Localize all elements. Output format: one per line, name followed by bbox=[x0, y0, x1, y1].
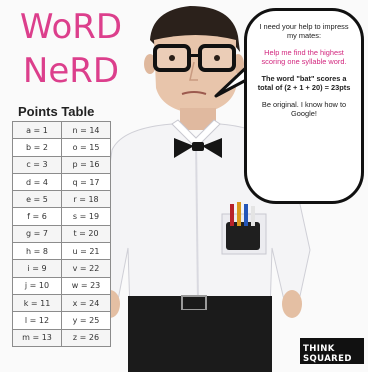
think-squared-logo bbox=[300, 338, 364, 364]
points-row bbox=[13, 139, 111, 156]
points-cell: c = 3 bbox=[13, 156, 62, 173]
points-cell: r = 18 bbox=[62, 191, 111, 208]
points-cell: l = 12 bbox=[13, 312, 62, 329]
pen-3 bbox=[244, 204, 248, 226]
points-row bbox=[13, 277, 111, 294]
points-cell: y = 25 bbox=[62, 312, 111, 329]
points-cell: f = 6 bbox=[13, 208, 62, 225]
points-cell: q = 17 bbox=[62, 173, 111, 190]
points-row bbox=[13, 156, 111, 173]
points-cell: g = 7 bbox=[13, 225, 62, 242]
points-cell: k = 11 bbox=[13, 294, 62, 311]
points-cell: w = 23 bbox=[62, 277, 111, 294]
logo-text: THINK SQUARED bbox=[303, 344, 352, 364]
points-cell: p = 16 bbox=[62, 156, 111, 173]
title-word: WoRD bbox=[19, 7, 123, 47]
points-cell: e = 5 bbox=[13, 191, 62, 208]
pants bbox=[128, 310, 272, 372]
points-cell: u = 21 bbox=[62, 243, 111, 260]
left-eye bbox=[169, 55, 175, 61]
points-row bbox=[13, 208, 111, 225]
points-cell: z = 26 bbox=[62, 329, 111, 346]
bubble-text-2: Help me find the highest scoring one syllable word. bbox=[261, 47, 347, 67]
points-row bbox=[13, 191, 111, 208]
points-cell: m = 13 bbox=[13, 329, 62, 346]
points-cell: o = 15 bbox=[62, 139, 111, 156]
pocket-protector bbox=[226, 222, 260, 250]
points-row bbox=[13, 225, 111, 242]
points-row bbox=[13, 294, 111, 311]
points-cell: j = 10 bbox=[13, 277, 62, 294]
points-cell: t = 20 bbox=[62, 225, 111, 242]
points-cell: b = 2 bbox=[13, 139, 62, 156]
points-cell: d = 4 bbox=[13, 173, 62, 190]
points-row bbox=[13, 260, 111, 277]
points-row bbox=[13, 312, 111, 329]
points-cell: s = 19 bbox=[62, 208, 111, 225]
points-cell: i = 9 bbox=[13, 260, 62, 277]
pen-1 bbox=[230, 204, 234, 226]
right-hand bbox=[282, 290, 302, 318]
points-row bbox=[13, 173, 111, 190]
title-nerd: NeRD bbox=[22, 51, 120, 91]
points-cell: a = 1 bbox=[13, 122, 62, 139]
pen-2 bbox=[237, 202, 241, 226]
points-cell: x = 24 bbox=[62, 294, 111, 311]
bubble-text-4: Be original. I know how to Google! bbox=[261, 99, 347, 119]
bubble-text-3: The word "bat" scores a total of (2 + 1 + 20) = 23pts bbox=[257, 73, 351, 93]
bubble-text-1: I need your help to impress my mates: bbox=[259, 22, 349, 41]
speech-bubble bbox=[244, 8, 364, 204]
points-cell: h = 8 bbox=[13, 243, 62, 260]
right-eye bbox=[214, 55, 220, 61]
points-cell: v = 22 bbox=[62, 260, 111, 277]
bow-knot bbox=[192, 142, 204, 151]
points-row bbox=[13, 122, 111, 139]
belt bbox=[128, 296, 272, 310]
points-row bbox=[13, 243, 111, 260]
points-row bbox=[13, 329, 111, 346]
pen-4 bbox=[251, 206, 255, 226]
glasses-bridge bbox=[188, 54, 201, 57]
points-table bbox=[12, 121, 111, 347]
points-table-heading: Points Table bbox=[18, 104, 95, 119]
points-cell: n = 14 bbox=[62, 122, 111, 139]
